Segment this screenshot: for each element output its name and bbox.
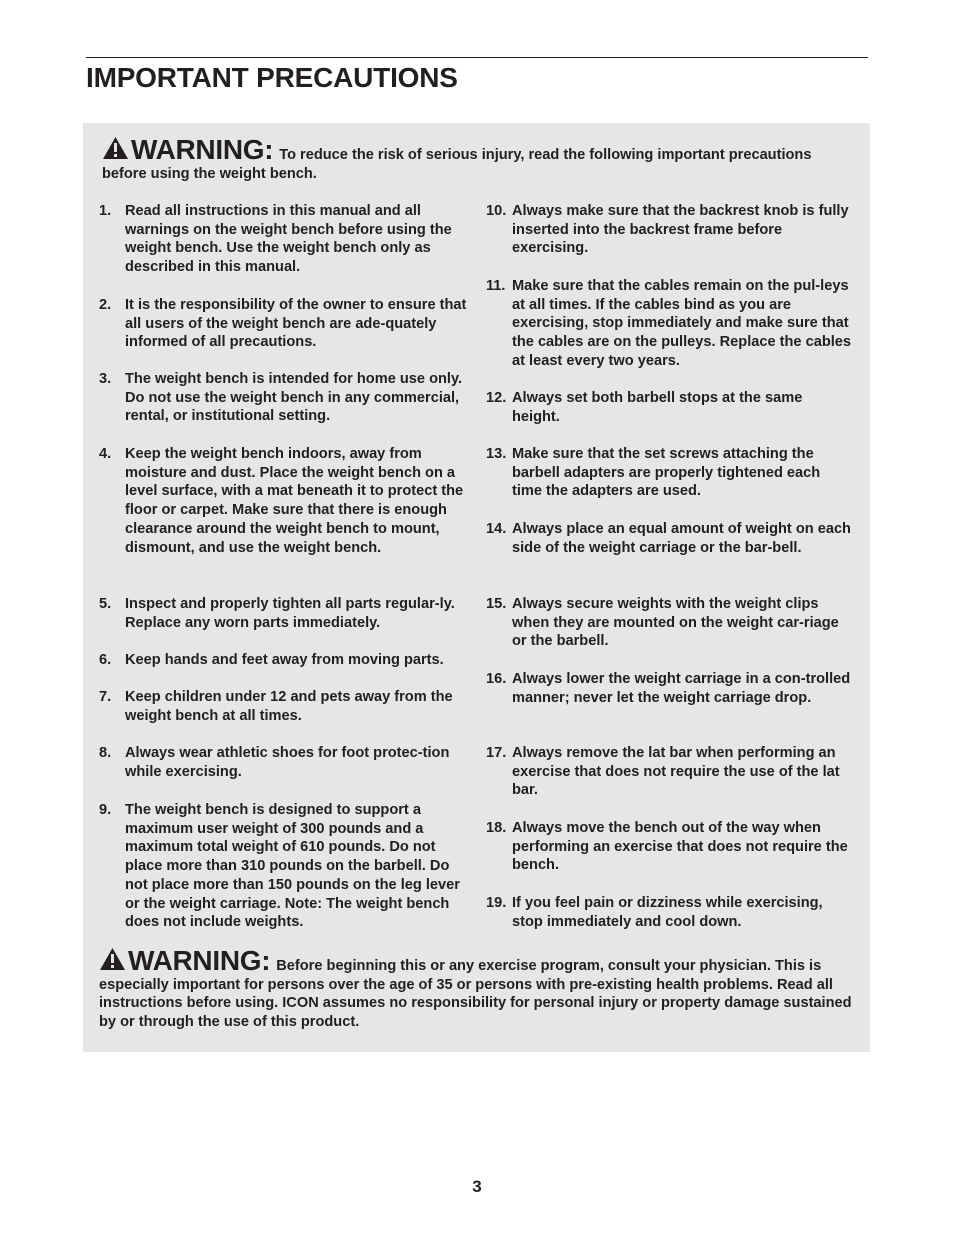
precaution-number: 16. [486,671,507,687]
precaution-text: Keep hands and feet away from moving parts. [125,652,444,668]
precaution-item-4 [99,445,469,557]
precaution-number: 13. [486,446,507,462]
warning-triangle-icon [102,136,129,160]
top-warning-heading [102,134,273,165]
bottom-warning [99,947,859,1032]
precaution-text: If you feel pain or dizziness while exercising, stop immediately and cool down. [512,895,823,930]
precaution-item-17 [486,744,852,800]
precaution-text: Make sure that the cables remain on the pul-leys at all times. If the cables bind as you are exercising, stop immediately and make sure that the cables are on the pulleys. Replace the cables at least every two years. [512,278,852,369]
precaution-number: 7. [99,689,112,705]
precaution-item-13 [486,445,852,501]
precaution-item-16 [486,670,852,707]
precaution-number: 11. [486,278,506,294]
top-warning-label: WARNING: [131,134,274,165]
top-warning-text: To reduce the risk of serious injury, read the following important precautions before using the weight bench. [102,147,812,182]
precaution-number: 18. [486,820,507,836]
precaution-text: Always secure weights with the weight clips when they are mounted on the weight car-riage or the barbell. [512,596,839,650]
precaution-text: Keep children under 12 and pets away from the weight bench at all times. [125,689,453,724]
precaution-item-6 [99,651,469,670]
precaution-number: 5. [99,596,112,612]
precaution-number: 4. [99,446,112,462]
precaution-item-10 [486,202,852,258]
precaution-number: 8. [99,745,112,761]
precaution-text: Always wear athletic shoes for foot protec-tion while exercising. [125,745,450,780]
precaution-text: Make sure that the set screws attaching the barbell adapters are properly tightened each time the adapters are used. [512,446,821,500]
precaution-item-12 [486,389,852,426]
bottom-warning-text: Before beginning this or any exercise program, consult your physician. This is especially important for persons over the age of 35 or persons with pre-existing health problems. Read all instructions before using. ICON assumes no responsibility for personal injury or property damage sustained by or through the use of this product. [99,958,852,1031]
precaution-item-11 [486,277,852,371]
precaution-item-8 [99,744,469,781]
precaution-number: 6. [99,652,112,668]
precaution-item-2 [99,296,469,352]
page-title: IMPORTANT PRECAUTIONS [86,62,458,93]
precaution-item-19 [486,894,852,931]
precaution-number: 12. [486,390,507,406]
precaution-item-15 [486,595,852,651]
precaution-text: Always lower the weight carriage in a con-trolled manner; never let the weight carriage drop. [512,671,851,706]
precaution-text: The weight bench is designed to support a maximum user weight of 300 pounds and a maximum total weight of 610 pounds. Do not place more than 310 pounds on the barbell. Do not place more than 150 pounds on the leg lever or the weight carriage. Note: The weight bench does not include weights. [125,802,460,931]
precaution-text: The weight bench is intended for home use only. Do not use the weight bench in any commercial, rental, or institutional setting. [125,371,463,425]
precaution-text: Always place an equal amount of weight on each side of the weight carriage or the bar-bell. [512,521,851,556]
page-number: 3 [472,1177,482,1196]
precaution-number: 9. [99,802,112,818]
precaution-item-18 [486,819,852,875]
precaution-item-7 [99,688,469,725]
top-rule [86,57,868,58]
precaution-text: Read all instructions in this manual and all warnings on the weight bench before using the weight bench. Use the weight bench only as described in this manual. [125,203,452,276]
precaution-text: Inspect and properly tighten all parts regular-ly. Replace any worn parts immediately. [125,596,455,631]
precaution-item-3 [99,370,469,426]
precaution-item-9 [99,801,469,932]
precaution-text: Always make sure that the backrest knob is fully inserted into the backrest frame before exercising. [512,203,849,257]
precaution-item-14 [486,520,852,557]
precaution-text: Always set both barbell stops at the same height. [512,390,803,425]
precaution-number: 1. [99,203,112,219]
precaution-text: Always remove the lat bar when performing an exercise that does not require the use of the lat bar. [512,745,840,799]
top-warning [102,136,860,183]
precaution-number: 14. [486,521,507,537]
precaution-number: 15. [486,596,507,612]
bottom-warning-heading [99,945,270,976]
precaution-text: Keep the weight bench indoors, away from moisture and dust. Place the weight bench on a level surface, with a mat beneath it to protect the floor or carpet. Make sure that there is enough clearance around the weight bench to mount, dismount, and use the weight bench. [125,446,464,556]
bottom-warning-label: WARNING: [128,945,271,976]
precaution-text: Always move the bench out of the way when performing an exercise that does not require the bench. [512,820,848,874]
precaution-item-1 [99,202,469,277]
precaution-number: 10. [486,203,507,219]
precaution-text: It is the responsibility of the owner to ensure that all users of the weight bench are ade-quately informed of all precautions. [125,297,467,351]
precaution-number: 19. [486,895,507,911]
precaution-item-5 [99,595,469,632]
warning-triangle-icon [99,947,126,971]
precaution-number: 17. [486,745,507,761]
precaution-number: 2. [99,297,112,313]
precaution-number: 3. [99,371,112,387]
